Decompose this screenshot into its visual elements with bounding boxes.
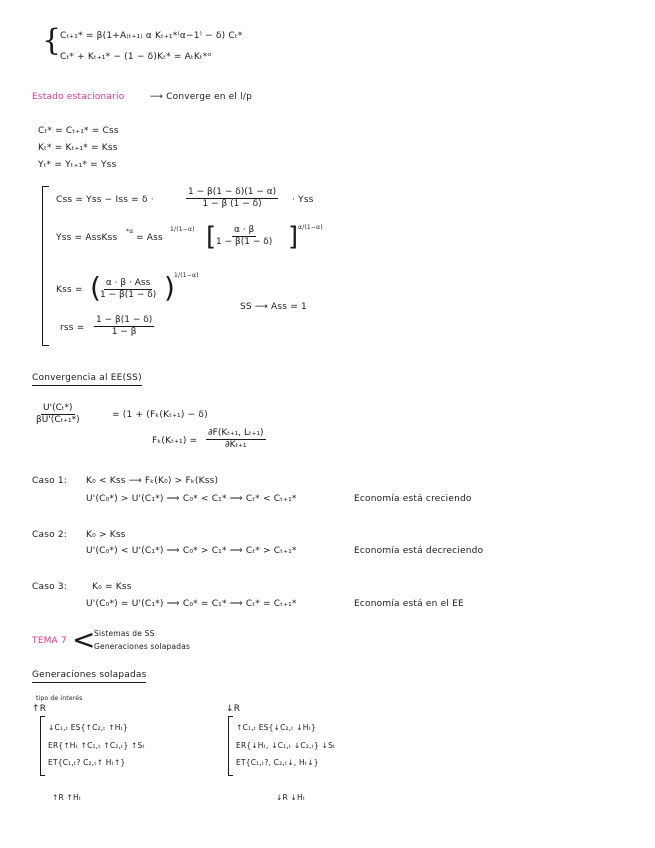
yss-exp3: α/(1−α) xyxy=(298,224,323,231)
kss-den: 1 − β(1 − δ) xyxy=(100,290,157,300)
caso-2-line: U'(C₀*) < U'(C₁*) ⟹ C₀* > C₁* ⟹ Cₜ* > Cₜ₊₁* xyxy=(86,546,297,556)
rss-den: 1 − β xyxy=(111,327,137,337)
ss-eq-k: Kₜ* = Kₜ₊₁* = Kss xyxy=(38,143,118,153)
system-eq-1: Cₜ₊₁* = β(1+A₍ₜ₊₁₎ α Kₜ₊₁*⁽α−1⁾ − δ) Cₜ* xyxy=(60,31,243,41)
convergencia-title: Convergencia al EE(SS) xyxy=(32,373,142,386)
ss-note: SS ⟶ Ass = 1 xyxy=(240,302,307,312)
yss-rbracket: ] xyxy=(288,222,299,252)
css-fraction xyxy=(186,187,278,210)
fk-den: ∂Kₜ₊₁ xyxy=(224,440,247,450)
generaciones-subtitle: tipo de interés xyxy=(36,695,83,702)
tema-item-1: Sistemas de SS xyxy=(94,629,155,638)
estado-arrow-text: ⟶ Converge en el l/p xyxy=(150,92,253,102)
gen-left-3: ET{C₁,ₜ? C₂,ₜ↑ Hₜ↑} xyxy=(48,758,126,767)
conv-num: U'(Cₜ*) xyxy=(43,403,73,413)
kss-num: α · β · Ass xyxy=(105,278,151,288)
css-right: · Yss xyxy=(292,195,314,205)
yss-exp: *α xyxy=(126,228,134,235)
rss-fraction xyxy=(94,315,154,338)
system-eq-2: Cₜ* + Kₜ₊₁* − (1 − δ)Kₜ* = AₜKₜ*ᵅ xyxy=(60,52,212,62)
tema-item-2: Generaciones solapadas xyxy=(94,642,191,651)
caso-2-result: Economía está decreciendo xyxy=(354,546,484,556)
gen-right-1: ↑C₁,ₜ ES{↓C₂,ₜ ↓Hₜ} xyxy=(236,723,316,732)
caso-1-cond: K₀ < Kss ⟶ Fₖ(K₀) > Fₖ(Kss) xyxy=(86,476,219,486)
gen-right-2: ER{↓Hₜ, ↓C₁,ₜ ↓C₂,ₜ} ↓Sₜ xyxy=(236,741,336,750)
gen-right-foot: ↓R ↓Hₜ xyxy=(276,793,306,802)
yss-eq: = Ass xyxy=(136,233,163,243)
fk-num: ∂F(Kₜ₊₁, Lₜ₊₁) xyxy=(208,428,264,438)
gen-left-head: ↑R xyxy=(32,704,47,714)
yss-lbracket: [ xyxy=(206,222,217,252)
css-num: 1 − β(1 − δ)(1 − α) xyxy=(188,187,277,197)
caso-1-label: Caso 1: xyxy=(32,476,68,486)
kss-left: Kss = xyxy=(56,285,83,295)
tema-label: TEMA 7 xyxy=(32,636,67,646)
yss-left: Yss = AssKss xyxy=(56,233,118,243)
rss-left: rss = xyxy=(60,323,85,333)
kss-lparen: ( xyxy=(90,271,102,304)
tema-branch-icon: < xyxy=(72,623,96,656)
gen-right-bracket xyxy=(228,716,233,776)
conv-fraction xyxy=(34,403,82,426)
kss-rparen: ) xyxy=(164,271,176,304)
yss-exp2: 1/(1−α) xyxy=(170,226,195,233)
ss-bracket xyxy=(42,186,49,346)
fk-left: Fₖ(Kₜ₊₁) = xyxy=(152,436,198,446)
yss-num: α · β xyxy=(233,225,255,235)
gen-left-bracket xyxy=(40,716,45,776)
gen-left-1: ↓C₁,ₜ ES{↑C₂,ₜ ↑Hₜ} xyxy=(48,723,128,732)
conv-rhs: = (1 + (Fₖ(Kₜ₊₁) − δ) xyxy=(112,410,208,420)
system-brace: { xyxy=(42,23,62,58)
css-den: 1 − β (1 − δ) xyxy=(202,199,262,209)
caso-3-result: Economía está en el EE xyxy=(354,599,464,609)
gen-left-foot: ↑R ↑Hₜ xyxy=(52,793,82,802)
generaciones-title: Generaciones solapadas xyxy=(32,670,146,683)
yss-fraction xyxy=(214,225,274,248)
ss-eq-y: Yₜ* = Yₜ₊₁* = Yss xyxy=(38,160,117,170)
kss-exp: 1/(1−α) xyxy=(174,272,199,279)
caso-1-result: Economía está creciendo xyxy=(354,494,472,504)
conv-den: βU'(Cₜ₊₁*) xyxy=(36,415,80,425)
yss-den: 1 − β(1 − δ) xyxy=(216,237,273,247)
caso-3-cond: K₀ = Kss xyxy=(92,582,132,592)
fk-fraction xyxy=(206,428,266,451)
caso-3-label: Caso 3: xyxy=(32,582,68,592)
gen-right-head: ↓R xyxy=(226,704,241,714)
css-left: Css = Yss − Iss = δ · xyxy=(56,195,154,205)
caso-1-line: U'(C₀*) > U'(C₁*) ⟹ C₀* < C₁* ⟹ Cₜ* < Cₜ₊₁* xyxy=(86,494,297,504)
ss-eq-c: Cₜ* = Cₜ₊₁* = Css xyxy=(38,126,119,136)
caso-3-line: U'(C₀*) = U'(C₁*) ⟹ C₀* = C₁* ⟹ Cₜ* = Cₜ₊₁* xyxy=(86,599,297,609)
estado-title: Estado estacionario xyxy=(32,92,125,102)
caso-2-label: Caso 2: xyxy=(32,530,68,540)
gen-right-3: ET{C₁,ₜ?, C₂,ₜ↓, Hₜ↓} xyxy=(236,758,319,767)
gen-left-2: ER{↑Hₜ ↑C₁,ₜ ↑C₂,ₜ} ↑Sₜ xyxy=(48,741,145,750)
rss-num: 1 − β(1 − δ) xyxy=(96,315,153,325)
caso-2-cond: K₀ > Kss xyxy=(86,530,126,540)
kss-fraction xyxy=(98,278,158,301)
